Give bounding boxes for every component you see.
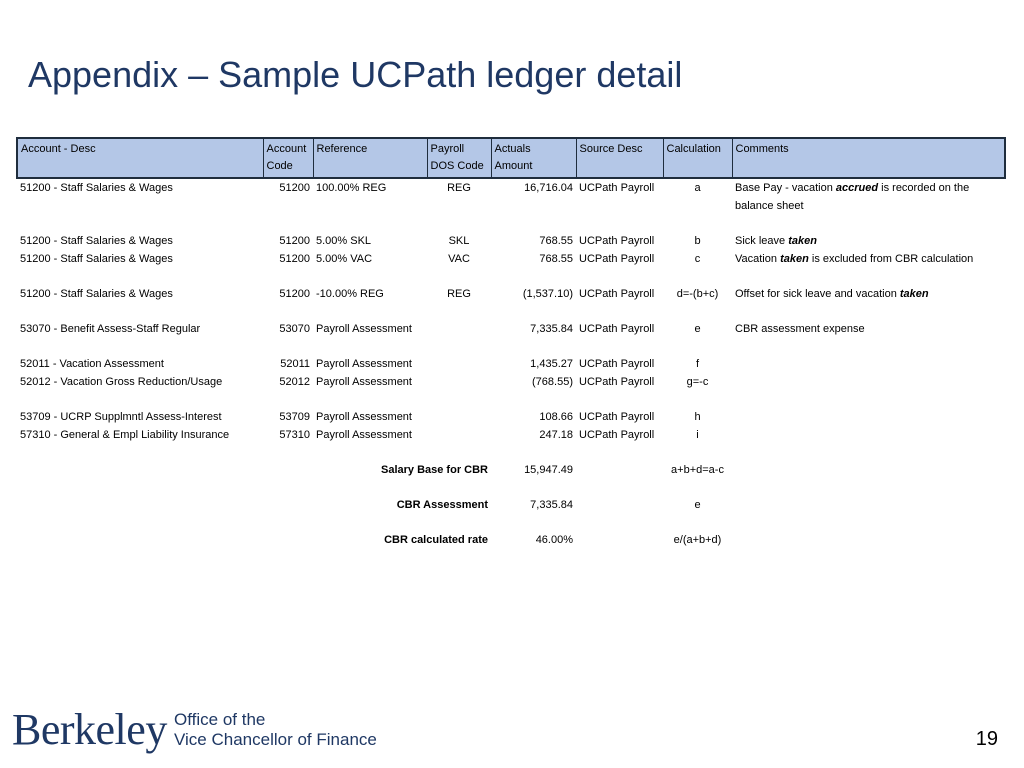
cell-calculation: b [694, 235, 701, 247]
cell-source-desc: UCPath Payroll [579, 235, 655, 247]
cell-dos-code: SKL [448, 235, 470, 247]
cell-comment [732, 408, 1005, 426]
cell-reference: 100.00% REG [316, 182, 387, 194]
cell-account-code: 57310 [279, 429, 310, 441]
summary-amount: 15,947.49 [524, 464, 573, 476]
cell-comment: Base Pay - vacation accrued is recorded on the balance sheet [735, 182, 970, 212]
office-name [174, 710, 377, 750]
header-reference: Reference [313, 138, 427, 178]
cell-account-code: 51200 [279, 182, 310, 194]
table-row [17, 250, 1005, 268]
cell-source-desc: UCPath Payroll [579, 411, 655, 423]
cell-account-desc: 51200 - Staff Salaries & Wages [20, 182, 173, 194]
cell-amount: (1,537.10) [522, 288, 573, 300]
cell-dos-code [427, 373, 491, 391]
cell-calculation: h [694, 411, 701, 423]
summary-row [17, 531, 1005, 549]
header-calculation: Calculation [663, 138, 732, 178]
cell-source-desc: UCPath Payroll [579, 358, 655, 370]
summary-amount: 46.00% [535, 534, 573, 546]
summary-calculation: e [694, 499, 701, 511]
table-row [17, 320, 1005, 338]
cell-reference: -10.00% REG [316, 288, 384, 300]
cell-reference: 5.00% VAC [316, 253, 373, 265]
header-comments: Comments [732, 138, 1005, 178]
cell-account-code: 53709 [279, 411, 310, 423]
summary-calculation: e/(a+b+d) [673, 534, 722, 546]
office-line-1: Office of the [174, 710, 266, 729]
cell-reference: Payroll Assessment [316, 376, 412, 388]
header-actuals-amount: Actuals Amount [491, 138, 576, 178]
cell-amount: 7,335.84 [530, 323, 573, 335]
cell-source-desc: UCPath Payroll [579, 253, 655, 265]
cell-comment: Vacation taken is excluded from CBR calculation [735, 253, 974, 265]
header-account-desc: Account - Desc [17, 138, 263, 178]
page-number: 19 [975, 728, 998, 750]
ledger-table [16, 137, 1006, 549]
cell-account-code: 51200 [279, 253, 310, 265]
cell-reference: Payroll Assessment [316, 411, 412, 423]
cell-account-code: 51200 [279, 288, 310, 300]
cell-account-desc: 51200 - Staff Salaries & Wages [20, 288, 173, 300]
cell-comment [732, 355, 1005, 373]
table-row [17, 178, 1005, 215]
cell-account-code: 51200 [279, 235, 310, 247]
header-account-code: Account Code [263, 138, 313, 178]
cell-account-desc: 51200 - Staff Salaries & Wages [20, 253, 173, 265]
cell-calculation: d=-(b+c) [676, 288, 719, 300]
cell-comment: Sick leave taken [735, 235, 817, 247]
table-row [17, 285, 1005, 303]
table-row [17, 373, 1005, 391]
office-line-2: Vice Chancellor of Finance [174, 730, 377, 749]
cell-account-code: 52011 [280, 358, 310, 370]
cell-amount: 1,435.27 [530, 358, 573, 370]
cell-calculation: a [694, 182, 701, 194]
cell-account-code: 52012 [279, 376, 310, 388]
cell-amount: (768.55) [532, 376, 573, 388]
slide-title: Appendix – Sample UCPath ledger detail [28, 54, 683, 95]
cell-source-desc: UCPath Payroll [579, 323, 655, 335]
summary-row [17, 461, 1005, 479]
cell-account-code: 53070 [279, 323, 310, 335]
cell-amount: 768.55 [539, 235, 573, 247]
cell-dos-code [427, 355, 491, 373]
cell-dos-code [427, 320, 491, 338]
cell-amount: 768.55 [539, 253, 573, 265]
cell-source-desc: UCPath Payroll [579, 376, 655, 388]
berkeley-logo: Berkeley [12, 705, 167, 754]
cell-comment [732, 426, 1005, 444]
cell-account-desc: 53070 - Benefit Assess-Staff Regular [20, 323, 201, 335]
cell-source-desc: UCPath Payroll [579, 288, 655, 300]
cell-account-desc: 57310 - General & Empl Liability Insurance [20, 429, 230, 441]
table-row [17, 355, 1005, 373]
cell-reference: Payroll Assessment [316, 358, 412, 370]
cell-account-desc: 52011 - Vacation Assessment [20, 358, 164, 370]
cell-comment: Offset for sick leave and vacation taken [735, 288, 929, 300]
summary-calculation: a+b+d=a-c [671, 464, 724, 476]
cell-calculation: i [696, 429, 699, 441]
table-header-row [17, 138, 1005, 178]
cell-dos-code [427, 408, 491, 426]
table-row [17, 408, 1005, 426]
cell-reference: 5.00% SKL [316, 235, 372, 247]
cell-reference: Payroll Assessment [316, 429, 412, 441]
header-payroll-dos-code: Payroll DOS Code [427, 138, 491, 178]
cell-calculation: g=-c [686, 376, 709, 388]
cell-calculation: e [694, 323, 701, 335]
header-source-desc: Source Desc [576, 138, 663, 178]
summary-row [17, 496, 1005, 514]
cell-account-desc: 52012 - Vacation Gross Reduction/Usage [20, 376, 223, 388]
cell-comment [732, 373, 1005, 391]
cell-account-desc: 53709 - UCRP Supplmntl Assess-Interest [20, 411, 222, 423]
cell-source-desc: UCPath Payroll [579, 182, 655, 194]
cell-dos-code: REG [447, 182, 471, 194]
cell-reference: Payroll Assessment [316, 323, 412, 335]
cell-dos-code: VAC [448, 253, 470, 265]
cell-dos-code [427, 426, 491, 444]
cell-comment: CBR assessment expense [735, 323, 865, 335]
cell-account-desc: 51200 - Staff Salaries & Wages [20, 235, 173, 247]
summary-amount: 7,335.84 [530, 499, 573, 511]
cell-amount: 108.66 [539, 411, 573, 423]
cell-calculation: c [694, 253, 701, 265]
summary-label: CBR Assessment [396, 499, 488, 511]
cell-amount: 247.18 [539, 429, 573, 441]
cell-calculation: f [695, 358, 700, 370]
cell-amount: 16,716.04 [524, 182, 573, 194]
table-row [17, 232, 1005, 250]
table-row [17, 426, 1005, 444]
cell-dos-code: REG [447, 288, 471, 300]
summary-label: CBR calculated rate [384, 534, 488, 546]
cell-source-desc: UCPath Payroll [579, 429, 655, 441]
summary-label: Salary Base for CBR [381, 464, 488, 476]
